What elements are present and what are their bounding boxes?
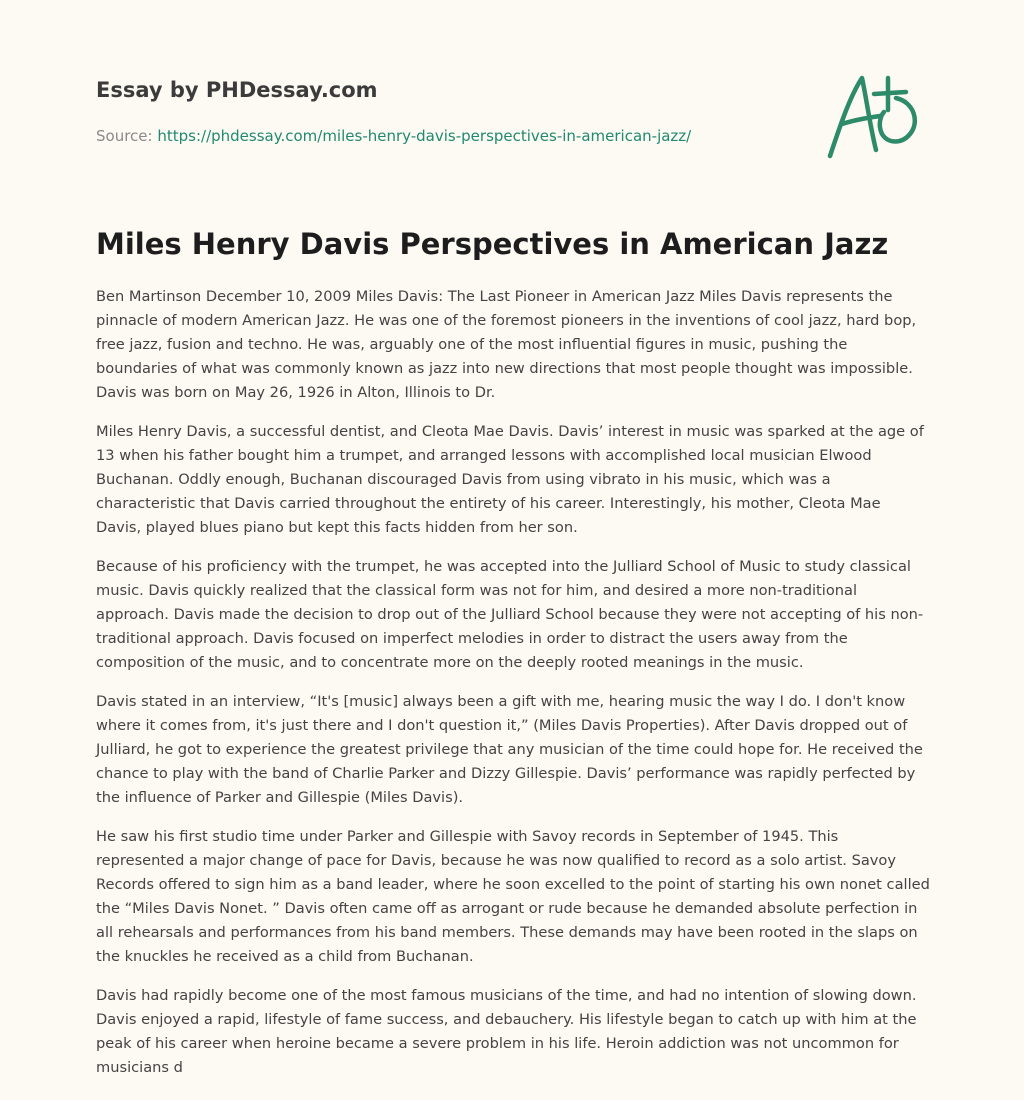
site-brand: Essay by PHDessay.com	[96, 78, 378, 102]
essay-paragraph: Davis had rapidly become one of the most famous musicians of the time, and had no intention of slowing down. Davis enjoyed a rapid, lifestyle of fame success, and debauchery. His lifestyle began to catch up with him at the peak of his career when heroine became a severe problem in his life. Heroin addiction was not uncommon for musicians d	[96, 987, 917, 1076]
essay-paragraph: He saw his first studio time under Parker and Gillespie with Savoy records in September of 1945. This represented a major change of pace for Davis, because he was now qualified to record as a solo artist. Savoy Records offered to sign him as a band leader, where he soon excelled to the point of starting his own nonet called the “Miles Davis Nonet. ” Davis often came off as arrogant or rude because he demanded absolute perfection in all rehearsals and performances from his band members. These demands may have been rooted in the slaps on the knuckles he received as a child from Buchanan.	[96, 828, 930, 965]
essay-paragraph: Miles Henry Davis, a successful dentist, and Cleota Mae Davis. Davis’ interest in music was sparked at the age of 13 when his father bought him a trumpet, and arranged lessons with accomplished local musician Elwood Buchanan. Oddly enough, Buchanan discouraged Davis from using vibrato in his music, which was a characteristic that Davis carried throughout the entirety of his career. Interestingly, his mother, Cleota Mae Davis, played blues piano but kept this facts hidden from her son.	[96, 423, 924, 536]
a-plus-grade-icon	[822, 66, 926, 164]
source-label: Source:	[96, 127, 153, 145]
essay-body	[96, 285, 930, 1095]
page-header	[96, 76, 816, 146]
source-link[interactable]: https://phdessay.com/miles-henry-davis-perspectives-in-american-jazz/	[157, 127, 692, 145]
essay-paragraph: Davis stated in an interview, “It's [music] always been a gift with me, hearing music the way I do. I don't know where it comes from, it's just there and I don't question it,” (Miles Davis Properties). After Davis dropped out of Julliard, he got to experience the greatest privilege that any musician of the time could hope for. He received the chance to play with the band of Charlie Parker and Dizzy Gillespie. Davis’ performance was rapidly perfected by the influence of Parker and Gillespie (Miles Davis).	[96, 693, 923, 806]
essay-title: Miles Henry Davis Perspectives in American Jazz	[96, 227, 889, 261]
essay-paragraph: Ben Martinson December 10, 2009 Miles Davis: The Last Pioneer in American Jazz Miles Davis represents the pinnacle of modern American Jazz. He was one of the foremost pioneers in the inventions of cool jazz, hard bop, free jazz, fusion and techno. He was, arguably one of the most influential figures in music, pushing the boundaries of what was commonly known as jazz into new directions that most people thought was impossible. Davis was born on May 26, 1926 in Alton, Illinois to Dr.	[96, 288, 917, 401]
essay-paragraph: Because of his proficiency with the trumpet, he was accepted into the Julliard School of Music to study classical music. Davis quickly realized that the classical form was not for him, and desired a more non-traditional approach. Davis made the decision to drop out of the Julliard School because they were not accepting of his non-traditional approach. Davis focused on imperfect melodies in order to distract the users away from the composition of the music, and to concentrate more on the deeply rooted meanings in the music.	[96, 558, 924, 671]
source-line	[96, 126, 816, 146]
